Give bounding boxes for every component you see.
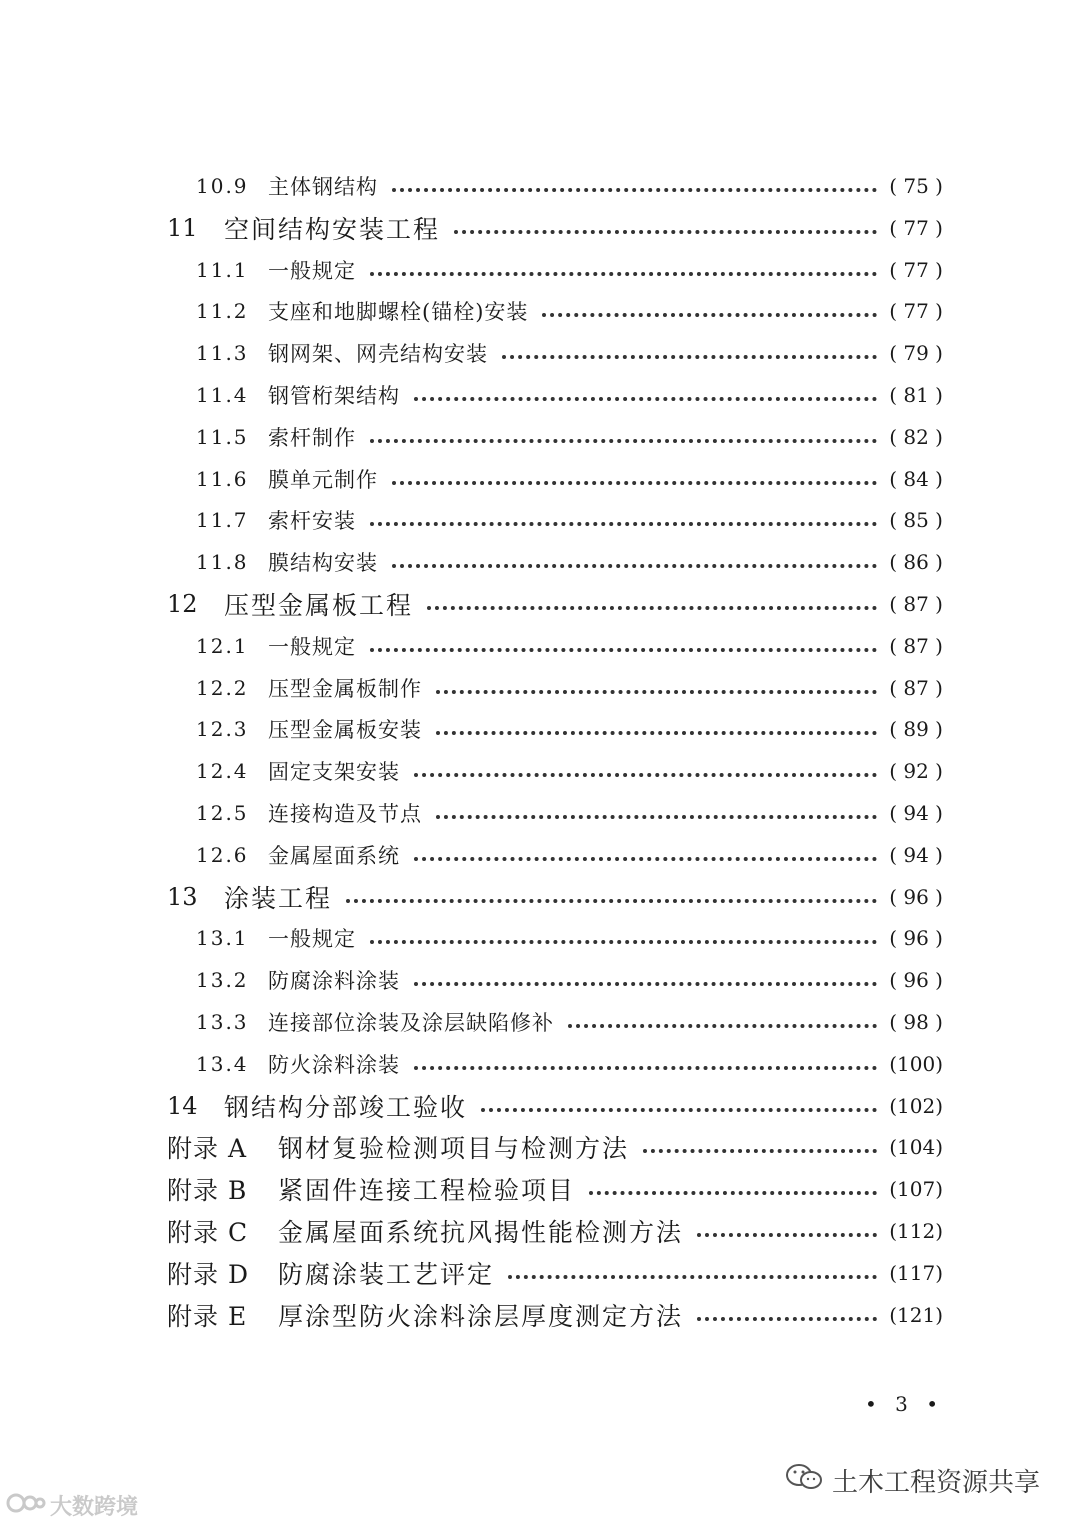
wechat-icon [784, 1462, 824, 1499]
toc-entry-page: ( 82 ) [889, 424, 943, 449]
toc-entry[interactable] [0, 165, 1080, 207]
toc-leader-dots [697, 1233, 877, 1237]
toc-entry-page: ( 77 ) [889, 257, 943, 282]
toc-entry[interactable] [0, 1126, 1080, 1168]
toc-entry[interactable] [0, 667, 1080, 709]
toc-entry-page: ( 87 ) [889, 592, 943, 616]
toc-entry-title: 涂装工程 [224, 883, 333, 913]
toc-entry[interactable] [0, 625, 1080, 667]
toc-entry[interactable] [0, 499, 1080, 541]
toc-entry-number: 13.4 [196, 1051, 249, 1076]
toc-leader-dots [370, 648, 877, 652]
toc-entry[interactable] [0, 1210, 1080, 1252]
toc-entry-title: 一般规定 [268, 258, 356, 283]
toc-entry[interactable] [0, 332, 1080, 374]
toc-entry[interactable] [0, 1001, 1080, 1043]
watermark-right [784, 1462, 1040, 1499]
toc-leader-dots [414, 397, 877, 401]
toc-leader-dots [508, 1275, 877, 1279]
toc-entry[interactable] [0, 959, 1080, 1001]
toc-entry-page: ( 92 ) [889, 759, 943, 784]
toc-entry-title: 主体钢结构 [268, 175, 378, 199]
toc-entry[interactable] [0, 917, 1080, 959]
toc-entry-number: 11.7 [196, 508, 249, 533]
toc-leader-dots [370, 940, 877, 944]
toc-entry-title: 防腐涂装工艺评定 [278, 1259, 495, 1289]
toc-entry-title: 索杆制作 [268, 425, 356, 450]
toc-entry-title: 防火涂料涂装 [268, 1052, 400, 1077]
toc-entry-number: 13.1 [196, 926, 249, 951]
toc-entry-title: 膜单元制作 [268, 467, 378, 492]
toc-entry-page: (102) [889, 1093, 943, 1118]
toc-entry-page: ( 98 ) [889, 1010, 943, 1034]
toc-entry[interactable] [0, 1294, 1080, 1336]
toc-leader-dots [392, 564, 877, 568]
toc-entry-page: ( 84 ) [889, 466, 943, 491]
toc-entry-title: 索杆安装 [268, 509, 356, 534]
toc-entry-number: 11.2 [196, 299, 249, 324]
toc-entry[interactable] [0, 290, 1080, 332]
toc-leader-dots [502, 355, 877, 359]
toc-entry-title: 膜结构安装 [268, 551, 378, 576]
toc-entry-number: 12.3 [196, 717, 249, 742]
toc-entry[interactable] [0, 1252, 1080, 1294]
toc-leader-dots [414, 857, 877, 861]
toc-entry-title: 钢材复验检测项目与检测方法 [278, 1134, 630, 1164]
toc-entry-number: 12 [167, 590, 198, 618]
toc-leader-dots [643, 1149, 877, 1153]
toc-entry-title: 钢结构分部竣工验收 [224, 1092, 468, 1122]
toc-entry[interactable] [0, 792, 1080, 834]
watermark-logo-icon [6, 1491, 46, 1521]
toc-entry-number: 14 [167, 1091, 198, 1120]
toc-leader-dots [427, 606, 877, 610]
toc-entry[interactable] [0, 876, 1080, 918]
toc-leader-dots [542, 313, 877, 317]
toc-leader-dots [454, 230, 877, 234]
toc-entry-page: ( 87 ) [889, 675, 943, 700]
toc-entry[interactable] [0, 207, 1080, 249]
toc-entry-title: 钢网架、网壳结构安装 [268, 342, 488, 367]
toc-entry[interactable] [0, 374, 1080, 416]
toc-entry-title: 防腐涂料涂装 [268, 969, 400, 994]
toc-leader-dots [392, 481, 877, 485]
toc-entry-number: 11 [167, 213, 198, 242]
toc-entry-page: (107) [889, 1177, 943, 1202]
toc-entry-page: ( 94 ) [889, 801, 943, 825]
toc-entry-page: ( 87 ) [889, 633, 943, 658]
toc-entry[interactable] [0, 583, 1080, 625]
toc-entry-title: 压型金属板工程 [224, 591, 414, 620]
toc-entry-number: 11.5 [196, 424, 249, 449]
toc-entry-number: 11.1 [196, 257, 249, 282]
toc-entry-number: 11.6 [196, 466, 249, 491]
toc-entry[interactable] [0, 708, 1080, 750]
toc-entry-title: 连接构造及节点 [268, 802, 422, 826]
toc-entry-number: 12.6 [196, 842, 249, 867]
toc-entry-number: 11.3 [196, 341, 249, 366]
toc-entry[interactable] [0, 1168, 1080, 1210]
toc-entry-page: ( 89 ) [889, 717, 943, 742]
toc-entry-page: ( 77 ) [889, 215, 943, 240]
toc-leader-dots [481, 1108, 877, 1112]
toc-entry[interactable] [0, 416, 1080, 458]
toc-entry-title: 钢管桁架结构 [268, 384, 400, 408]
toc-leader-dots [370, 439, 877, 443]
toc-entry[interactable] [0, 750, 1080, 792]
toc-entry-number: 11.4 [196, 383, 249, 407]
toc-entry-title: 紧固件连接工程检验项目 [278, 1176, 576, 1206]
toc-leader-dots [589, 1191, 877, 1195]
toc-entry-number: 12.2 [196, 675, 249, 700]
toc-entry-title: 固定支架安装 [268, 760, 400, 785]
toc-leader-dots [414, 773, 877, 777]
toc-entry-page: ( 96 ) [889, 926, 943, 951]
toc-entry-page: ( 96 ) [889, 884, 943, 909]
toc-entry[interactable] [0, 1085, 1080, 1127]
toc-leader-dots [370, 272, 877, 276]
toc-leader-dots [436, 690, 877, 694]
toc-entry-page: (112) [889, 1219, 943, 1243]
toc-leader-dots [346, 899, 877, 903]
watermark-right-text: 土木工程资源共享 [832, 1468, 1041, 1498]
toc-entry-number: 13.2 [196, 968, 249, 993]
toc-entry[interactable] [0, 834, 1080, 876]
toc-entry-title: 一般规定 [268, 634, 356, 659]
toc-entry-number: 13 [167, 882, 198, 911]
toc-entry-page: (104) [889, 1135, 943, 1160]
toc-entry-page: ( 86 ) [889, 550, 943, 575]
toc-entry-number: 12.5 [196, 801, 249, 825]
toc-entry-title: 连接部位涂装及涂层缺陷修补 [268, 1011, 554, 1035]
toc-leader-dots [414, 1066, 877, 1070]
toc-entry-title: 支座和地脚螺栓(锚栓)安装 [268, 300, 529, 325]
toc-entry-number: 附录 E [167, 1301, 248, 1331]
watermark-left-text: 大数跨境 [50, 1495, 139, 1520]
toc-entry-page: ( 81 ) [889, 383, 943, 407]
watermark-left [6, 1490, 138, 1521]
toc-leader-dots [568, 1024, 877, 1028]
toc-entry-page: ( 79 ) [889, 341, 943, 366]
toc-entry-number: 11.8 [196, 550, 249, 575]
toc-leader-dots [392, 188, 877, 192]
toc-entry-title: 厚涂型防火涂料涂层厚度测定方法 [278, 1301, 684, 1331]
toc-entry-number: 附录 C [167, 1218, 249, 1247]
toc-entry-number: 10.9 [196, 174, 249, 198]
toc-entry-title: 空间结构安装工程 [224, 214, 441, 244]
toc-entry-title: 金属屋面系统抗风揭性能检测方法 [278, 1218, 684, 1247]
toc-entry-page: ( 75 ) [889, 174, 943, 198]
toc-entry[interactable] [0, 1043, 1080, 1085]
toc-entry-number: 附录 D [167, 1259, 249, 1289]
page-number: • 3 • [865, 1392, 945, 1416]
toc-entry-page: ( 85 ) [889, 508, 943, 533]
toc-leader-dots [436, 815, 877, 819]
toc-entry[interactable] [0, 249, 1080, 291]
toc-entry-title: 金属屋面系统 [268, 843, 400, 868]
toc-entry-page: (100) [889, 1051, 943, 1076]
toc-entry-page: ( 96 ) [889, 968, 943, 993]
toc-entry-number: 12.1 [196, 633, 249, 658]
toc-entry-page: (121) [889, 1302, 943, 1327]
toc-entry-number: 附录 B [167, 1176, 248, 1206]
toc-entry-page: ( 77 ) [889, 299, 943, 324]
toc-entry-title: 一般规定 [268, 927, 356, 952]
toc-entry-title: 压型金属板安装 [268, 718, 422, 743]
toc-entry-number: 12.4 [196, 759, 249, 784]
toc-entry[interactable] [0, 541, 1080, 583]
toc-leader-dots [697, 1317, 877, 1321]
toc-leader-dots [370, 522, 877, 526]
toc-entry-number: 附录 A [167, 1134, 248, 1164]
toc-entry[interactable] [0, 458, 1080, 500]
toc-leader-dots [436, 731, 877, 735]
toc-leader-dots [414, 982, 877, 986]
toc-entry-title: 压型金属板制作 [268, 676, 422, 701]
toc-entry-page: ( 94 ) [889, 842, 943, 867]
toc-entry-number: 13.3 [196, 1010, 249, 1034]
toc-entry-page: (117) [889, 1260, 943, 1285]
